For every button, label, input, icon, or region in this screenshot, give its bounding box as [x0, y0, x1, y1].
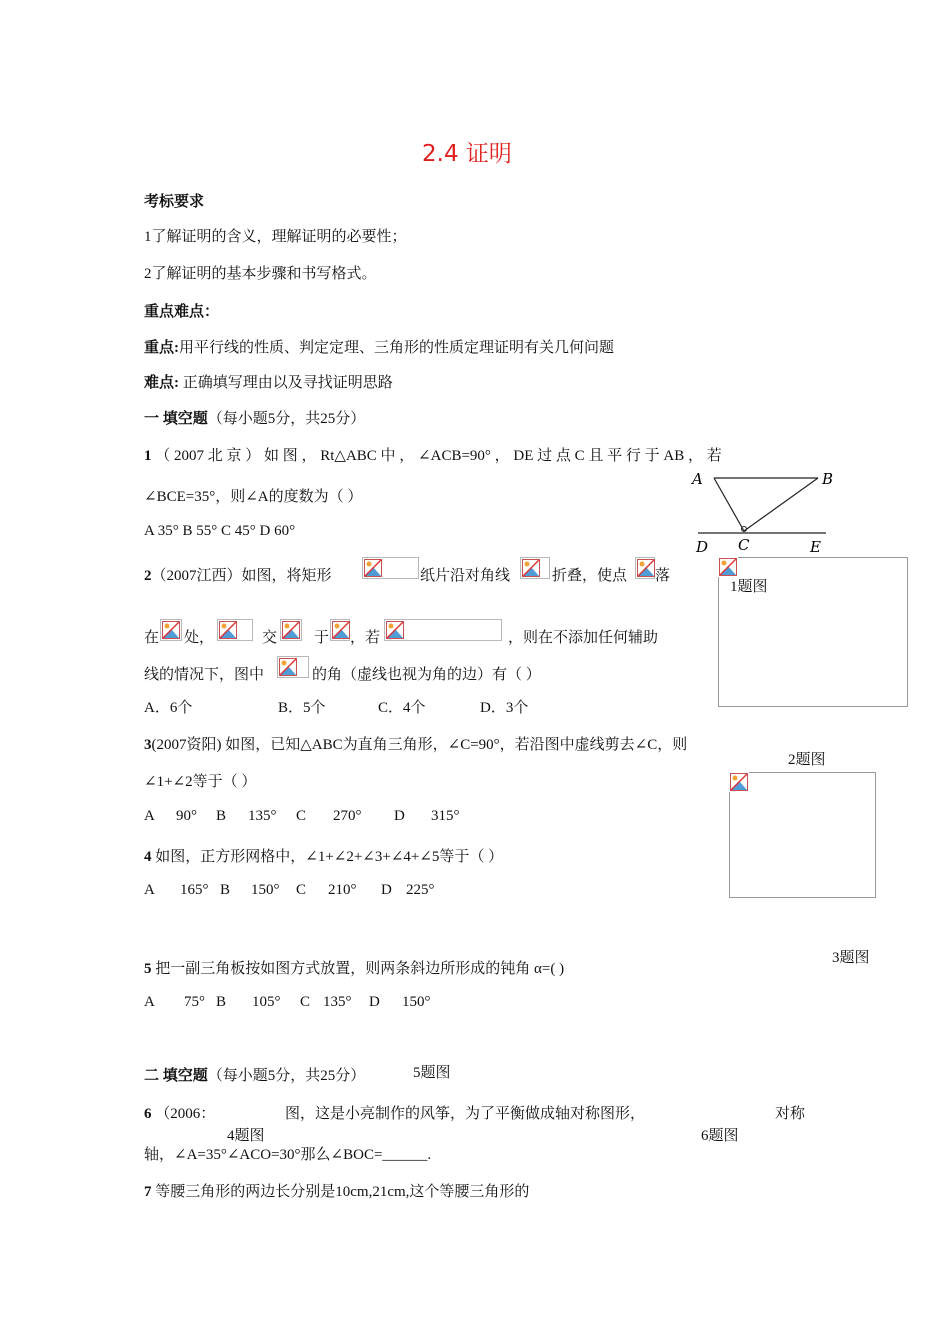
option-d: D．3个	[480, 700, 529, 716]
figure-4-caption: 4题图	[227, 1128, 265, 1144]
option-d-label: D	[394, 808, 405, 824]
option-a-label: A	[144, 882, 155, 898]
question-2-text: ，若	[350, 630, 381, 646]
question-2-text: 于	[314, 630, 330, 646]
question-2-text: 处，	[184, 630, 215, 646]
option-b-value: 150°	[251, 882, 280, 898]
option-a-value: 165°	[180, 882, 209, 898]
option-d-value: 315°	[431, 808, 460, 824]
figure-3-caption: 3题图	[832, 950, 870, 966]
page-title: 2.4 证明	[422, 141, 512, 167]
option-d-value: 150°	[402, 994, 431, 1010]
question-3-line2: ∠1+∠2等于（ ）	[144, 774, 257, 790]
requirements-heading: 考标要求	[144, 194, 205, 210]
question-3: 3(2007资阳) 如图，已知△ABC为直角三角形，∠C=90°，若沿图中虚线剪去∠C，则	[144, 737, 688, 753]
section-heading: 二 填空题（每小题5分，共25分）	[144, 1068, 366, 1084]
option-a-value: 90°	[176, 808, 197, 824]
broken-image-icon	[729, 772, 749, 792]
key-point-line: 重点:用平行线的性质、判定定理、三角形的性质定理证明有关几何问题	[144, 340, 615, 356]
question-2-text: ，则在不添加任何辅助	[508, 630, 659, 646]
option-b-label: B	[220, 882, 231, 898]
question-2-text: 交	[262, 630, 278, 646]
option-c-label: C	[296, 808, 307, 824]
image-placeholder	[280, 619, 302, 641]
figure-2-frame	[729, 772, 876, 898]
question-2-text: 落	[655, 568, 671, 584]
question-6-text: 对称	[775, 1106, 806, 1122]
option-d-label: D	[381, 882, 392, 898]
option-c-label: C	[296, 882, 307, 898]
question-5: 5 把一副三角板按如图方式放置，则两条斜边所形成的钝角 α=( )	[144, 961, 565, 977]
question-2-text: 在	[144, 630, 160, 646]
image-placeholder	[217, 619, 253, 641]
question-2-text: 线的情况下，图中	[144, 667, 265, 683]
point-c-label: C	[738, 536, 750, 554]
option-b-value: 105°	[252, 994, 281, 1010]
image-placeholder	[384, 619, 502, 641]
option-a-label: A	[144, 994, 155, 1010]
image-placeholder	[635, 557, 655, 579]
figure-1-triangle	[688, 466, 838, 558]
requirement-item: 2了解证明的基本步骤和书写格式。	[144, 266, 377, 282]
question-1-line2: ∠BCE=35°，则∠A的度数为（ ）	[144, 489, 363, 505]
question-2-text: 折叠，使点	[552, 568, 628, 584]
option-c-value: 270°	[333, 808, 362, 824]
question-2: 2（2007江西）如图，将矩形	[144, 568, 332, 584]
option-a-label: A	[144, 808, 155, 824]
image-placeholder	[520, 557, 550, 579]
point-d-label: D	[696, 538, 709, 556]
section-heading: 一 填空题（每小题5分，共25分）	[144, 411, 366, 427]
option-c: C．4个	[378, 700, 426, 716]
image-placeholder	[160, 619, 182, 641]
point-b-label: B	[822, 470, 834, 488]
question-6: 6 （2006：	[144, 1106, 216, 1122]
question-1: 1 （ 2007 北 京 ） 如 图 ， Rt△ABC 中 ， ∠ACB=90° ， DE 过 点 C 且 平 行 于 AB ， 若	[144, 448, 722, 464]
question-6-line2: 轴，∠A=35°∠ACO=30°那么∠BOC=______.	[144, 1147, 432, 1163]
option-a-value: 75°	[184, 994, 205, 1010]
figure-6-caption: 6题图	[701, 1128, 739, 1144]
image-placeholder	[277, 656, 309, 678]
figure-5-caption: 5题图	[413, 1065, 451, 1081]
figure-1-caption: 1题图	[730, 579, 768, 595]
image-placeholder	[362, 557, 419, 579]
question-2-text: 纸片沿对角线	[420, 568, 511, 584]
option-c-value: 135°	[323, 994, 352, 1010]
image-placeholder	[330, 619, 350, 641]
point-a-label: A	[692, 470, 703, 488]
point-e-label: E	[810, 538, 821, 556]
question-4: 4 如图，正方形网格中，∠1+∠2+∠3+∠4+∠5等于（ ）	[144, 849, 504, 865]
option-c-label: C	[300, 994, 311, 1010]
option-b-label: B	[216, 994, 227, 1010]
option-a: A．6个	[144, 700, 193, 716]
option-d-value: 225°	[406, 882, 435, 898]
option-b-label: B	[216, 808, 227, 824]
option-b: B．5个	[278, 700, 326, 716]
question-2-text: 的角（虚线也视为角的边）有（ ）	[312, 667, 541, 683]
question-1-options: A 35° B 55° C 45° D 60°	[144, 523, 296, 539]
requirement-item: 1了解证明的含义，理解证明的必要性；	[144, 229, 407, 245]
broken-image-icon	[718, 557, 738, 577]
question-6-text: 图，这是小亮制作的风筝，为了平衡做成轴对称图形，	[285, 1106, 646, 1122]
question-7: 7 等腰三角形的两边长分别是10cm,21cm,这个等腰三角形的	[144, 1184, 530, 1200]
option-b-value: 135°	[248, 808, 277, 824]
option-c-value: 210°	[328, 882, 357, 898]
difficulty-line: 难点: 正确填写理由以及寻找证明思路	[144, 375, 393, 391]
figure-2-caption: 2题图	[788, 752, 826, 768]
option-d-label: D	[369, 994, 380, 1010]
key-points-heading: 重点难点：	[144, 304, 220, 320]
